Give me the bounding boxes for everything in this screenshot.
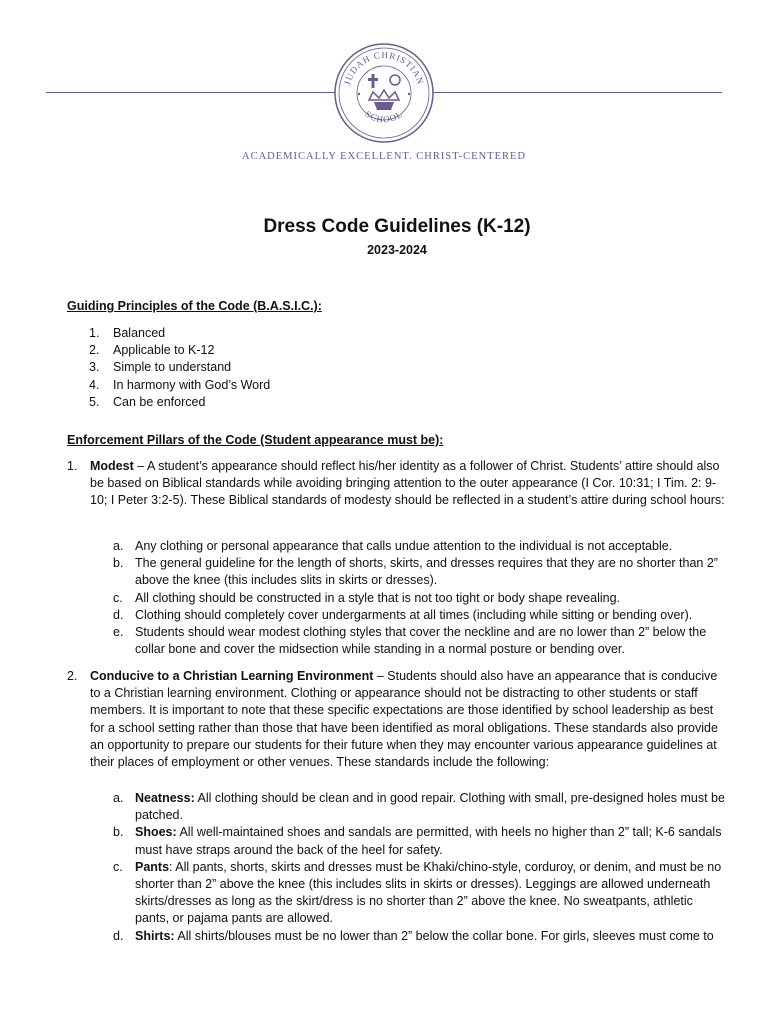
list-item: 1. Balanced [89,326,166,340]
header-rule-right [432,92,722,93]
modest-sublist [113,538,727,658]
pillar-label: Modest [90,459,134,473]
list-item: 4. In harmony with God’s Word [89,377,271,392]
list-item: 3. Simple to understand [89,360,232,375]
principles-list [89,325,270,411]
list-item: 2. Applicable to K-12 [89,343,215,358]
list-item: c. All clothing should be constructed in a style that is not too tight or body shape revealing. [113,590,621,605]
header-rule-left [46,92,336,93]
list-item: d. Clothing should completely cover undergarments at all times (including while sitting or bending over). [113,607,693,622]
list-item: b. The general guideline for the length of shorts, skirts, and dresses requires that they are no shorter than 2” above the knee (this includes slits in skirts or dresses). [113,556,718,588]
list-item: a. Neatness: All clothing should be clean and in good repair. Clothing with small, pre-designed holes must be patched. [113,791,725,823]
pillar-modest: 1. Modest – A student’s appearance should reflect his/her identity as a follower of Christ. Students’ attire should also be based on Biblical standards while avoiding bringing attention to the outer appearance (I Cor. 10:31; I Tim. 2: 9-10; I Peter 3:2-5). These Biblical standards of modesty should be reflected in a student’s attire during school hours: [67,459,725,508]
principles-heading: Guiding Principles of the Code (B.A.S.I.C.): [67,299,322,313]
conducive-sublist [113,790,727,945]
school-year: 2023-2024 [367,243,427,257]
pillar-text: – Students should also have an appearance that is conducive to a Christian learning environment. Clothing or appearance should not be distracting to other students or staff members. It is important to note that these specific expectations are those identified by school leadership as best for a school setting rather than those that have been identified as moral obligations. These standards also provide an opportunity to prepare our students for their future when they may encounter various appearance guidelines at their places of employment or other venues. These standards include the following: [90,669,718,770]
pillar-text: – A student’s appearance should reflect his/her identity as a follower of Christ. Students’ attire should also be based on Biblical standards while avoiding bringing attention to the outer appearance (I Cor. 10:31; I Tim. 2: 9-10; I Peter 3:2-5). These Biblical standards of modesty should be reflected in a student’s attire during school hours: [90,459,725,508]
list-item: b. Shoes: All well-maintained shoes and sandals are permitted, with heels no higher than 2” tall; K-6 sandals must have straps around the back of the heel for safety. [113,825,722,857]
list-item: a. Any clothing or personal appearance that calls undue attention to the individual is not acceptable. [113,539,673,553]
document-title: Dress Code Guidelines (K-12) [263,216,531,237]
list-item: 5. Can be enforced [89,394,206,409]
school-tagline: ACADEMICALLY EXCELLENT. CHRIST-CENTERED [241,151,526,162]
pillar-conducive: 2. Conducive to a Christian Learning Environment – Students should also have an appearance that is conducive to a Christian learning environment. Clothing or appearance should not be distracting to other students or staff members. It is important to note that these specific expectations are those identified by school leadership as best for a school setting rather than those that have been identified as moral obligations. These standards also provide an opportunity to prepare our students for their future when they may encounter various appearance guidelines at their places of employment or other venues. These standards include the following: [67,669,718,770]
school-seal-logo [333,42,435,144]
svg-text:JUDAH CHRISTIAN: JUDAH CHRISTIAN [342,49,426,87]
list-item: e. Students should wear modest clothing styles that cover the neckline and are no lower than 2” below the collar bone and cover the midsection while standing in a normal posture or bending over. [113,625,707,657]
pillar-label: Conducive to a Christian Learning Environment [90,669,374,683]
list-item: c. Pants: All pants, shorts, skirts and dresses must be Khaki/chino-style, corduroy, or denim, and must be no shorter than 2” above the knee (this includes slits in skirts or dresses). Leggings are allowed underneath skirts/dresses as long as the skirt/dress is no shorter than 2” above the knee. No sweatpants, athletic pants, or pajama pants are allowed. [113,859,722,926]
pillars-heading: Enforcement Pillars of the Code (Student appearance must be): [67,433,444,447]
list-item: d. Shirts: All shirts/blouses must be no lower than 2” below the collar bone. For girls, sleeves must come to [113,928,714,943]
svg-text:SCHOOL: SCHOOL [363,108,405,125]
